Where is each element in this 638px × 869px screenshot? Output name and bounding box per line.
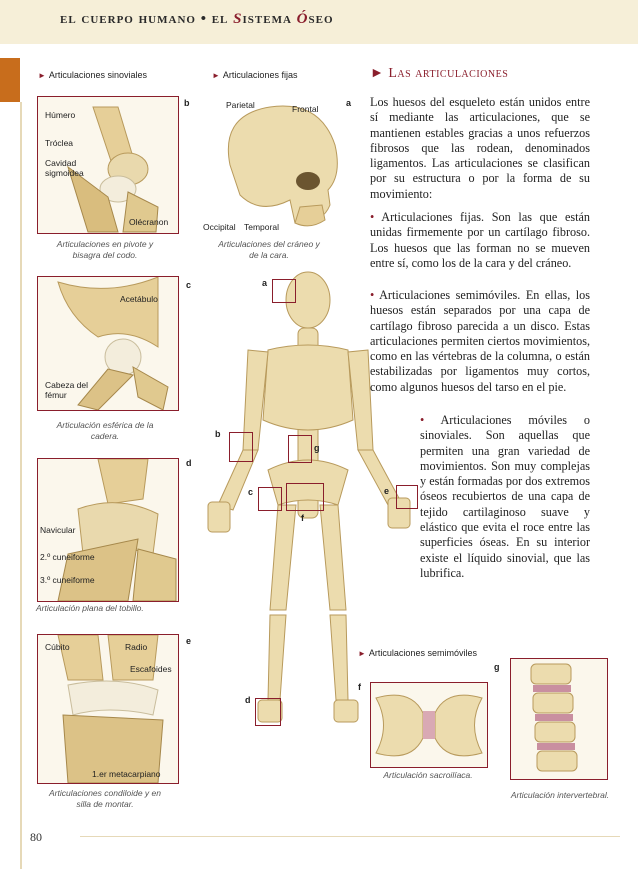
- label-acetabulo: Acetábulo: [120, 294, 158, 304]
- label-cavidad: Cavidad sigmoidea: [45, 158, 84, 178]
- skeleton-marker-c: [258, 487, 282, 511]
- bullet-semimoviles: • Articulaciones semimóviles. En ellas, los huesos están separados por una capa de cartílago fibroso parecida a un disco. Estas articulaciones permiten ciertos movimientos, como en las vértebras de la columna, o están estabilizadas por ligamentos muy cortos, como algunos huesos del tarso en el pie.: [370, 288, 590, 394]
- label-cabeza-femur: Cabeza del fémur: [45, 380, 89, 400]
- label-cuneiforme-2: 2.º cuneiforme: [40, 552, 95, 562]
- section-sinoviales: ► Articulaciones sinoviales: [38, 70, 147, 80]
- caption-ankle: Articulación plana del tobillo.: [36, 603, 144, 613]
- figure-letter-b: b: [184, 98, 190, 108]
- bottom-rule: [80, 836, 620, 837]
- caption-wrist: Articulaciones condiloide y en silla de montar.: [49, 788, 161, 809]
- figure-letter-d: d: [186, 458, 192, 468]
- label-cubito: Cúbito: [45, 642, 70, 652]
- caption-elbow: Articulaciones en pivote y bisagra del codo.: [56, 239, 154, 260]
- label-cuneiforme-3: 3.º cuneiforme: [40, 575, 95, 585]
- sacroiliac-figure: [370, 682, 488, 768]
- skeleton-marker-d: [255, 698, 281, 726]
- triangle-icon: ►: [38, 71, 46, 80]
- bullet-fijas: • Articulaciones fijas. Son las que están unidas firmemente por un cartílago fibroso. Los huesos que las forman no se mueven entre sí, como los de la cara y del cráneo.: [370, 210, 590, 270]
- side-rule: [20, 102, 22, 869]
- page-header-title: el cuerpo humano • el Sistema Óseo: [60, 11, 334, 27]
- skeleton-marker-f: [286, 483, 324, 511]
- article-intro: Los huesos del esqueleto están unidos entre sí mediante las articulaciones, que se mantienen estables gracias a unos refuerzos fibrosos que las rodean, denominados ligamentos. Las articulaciones se clasifican por su estructura o por la forma de su movimiento:: [370, 95, 590, 201]
- label-parietal: Parietal: [226, 100, 255, 110]
- section-fijas: ► Articulaciones fijas: [212, 70, 298, 80]
- skull-illustration: [210, 95, 348, 235]
- section-tab: [0, 58, 20, 102]
- intervertebral-illustration: [511, 659, 607, 779]
- skeleton-letter-f: f: [301, 513, 304, 523]
- figure-letter-g: g: [494, 662, 500, 672]
- skeleton-marker-a: [272, 279, 296, 303]
- label-troclea: Tróclea: [45, 138, 74, 148]
- figure-letter-a: a: [346, 98, 352, 108]
- label-frontal: Frontal: [292, 104, 319, 114]
- figure-letter-c: c: [186, 280, 192, 290]
- label-humero: Húmero: [45, 110, 76, 120]
- skeleton-marker-g: [288, 435, 312, 463]
- caption-intervertebral: Articulación intervertebral.: [510, 790, 610, 800]
- label-temporal: Temporal: [244, 222, 279, 232]
- section-semimoviles: ► Articulaciones semimóviles: [358, 648, 477, 658]
- label-navicular: Navicular: [40, 525, 76, 535]
- page-number: 80: [30, 830, 42, 844]
- skeleton-letter-a: a: [262, 278, 268, 288]
- skeleton-marker-e: [396, 485, 418, 509]
- intervertebral-figure: [510, 658, 608, 780]
- caption-hip: Articulación esférica de la cadera.: [56, 420, 154, 441]
- skeleton-letter-c: c: [248, 487, 254, 497]
- triangle-icon: ►: [212, 71, 220, 80]
- label-metacarpiano: 1.er metacarpiano: [92, 769, 161, 779]
- caption-skull: Articulaciones del cráneo y de la cara.: [218, 239, 320, 260]
- figure-letter-e: e: [186, 636, 192, 646]
- label-olecranon: Olécranon: [129, 217, 169, 227]
- label-escafoides: Escafoides: [130, 664, 172, 674]
- label-radio: Radio: [125, 642, 148, 652]
- bullet-moviles: • Articulaciones móviles o sinoviales. Son aquellas que permiten una gran variedad de movimientos. Son muy complejas y están formadas por dos extremos óseos recubiertos de una capa de tejido cartilaginoso suave y elástico que evita el roce entre las superficies óseas. En su interior existe el líquido sinovial, que las lubrifica.: [420, 413, 590, 580]
- skeleton-letter-b: b: [215, 429, 221, 439]
- article-heading: ► Las articulaciones: [370, 66, 509, 81]
- triangle-icon: ►: [358, 649, 366, 658]
- skeleton-letter-e: e: [384, 486, 390, 496]
- sacroiliac-illustration: [371, 683, 487, 767]
- skeleton-letter-d: d: [245, 695, 251, 705]
- wrist-illustration: [38, 635, 178, 783]
- skeleton-marker-b: [229, 432, 253, 462]
- skeleton-letter-g: g: [314, 443, 320, 453]
- wrist-figure: [37, 634, 179, 784]
- triangle-icon: ►: [370, 66, 389, 81]
- caption-sacroiliac: Articulación sacroilíaca.: [383, 770, 473, 780]
- figure-letter-f: f: [358, 682, 361, 692]
- label-occipital: Occipital: [203, 222, 236, 232]
